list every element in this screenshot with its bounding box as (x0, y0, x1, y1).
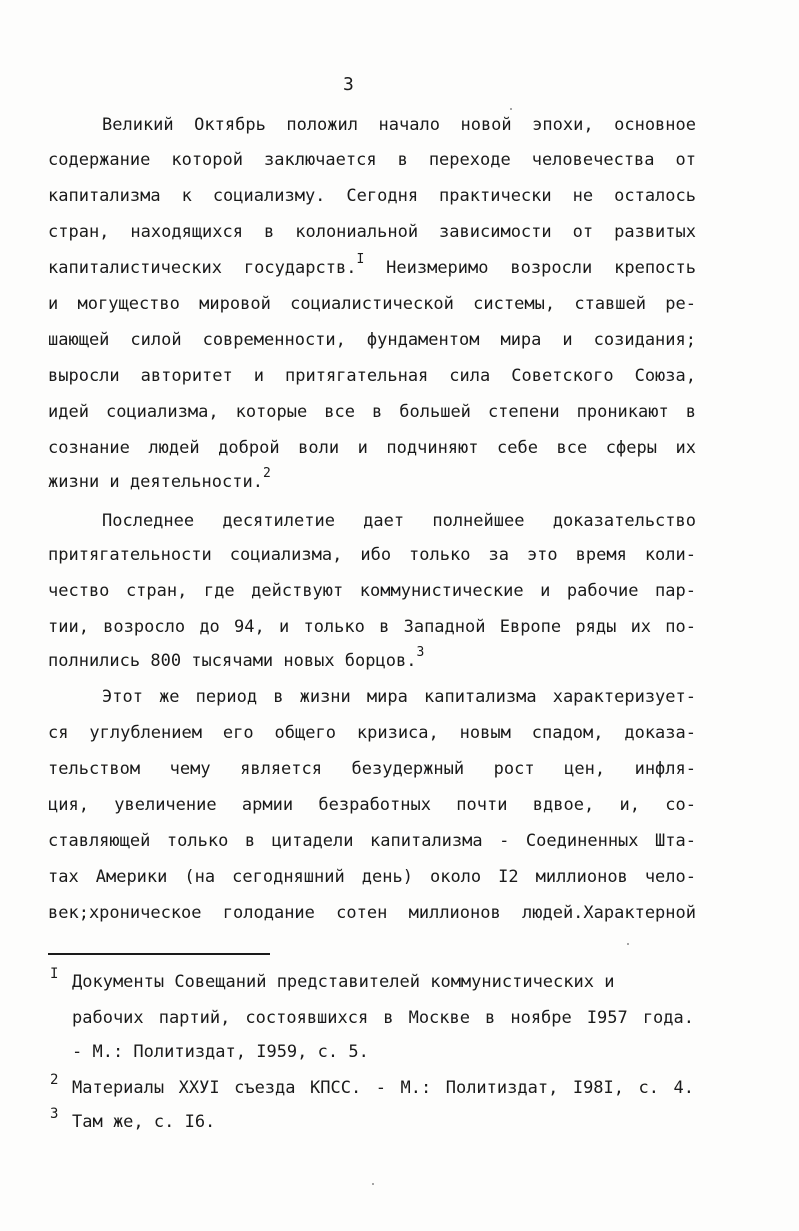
footnote-text-line: - М.: Политиздат, I959, с. 5. (72, 1042, 369, 1062)
text-line: притягательности социализма, ибо только за это время коли- (48, 545, 696, 565)
text-segment: Неизмеримо возросли крепость (364, 258, 697, 278)
footnote-marker: 3 (50, 1106, 59, 1122)
page-number: 3 (343, 74, 354, 95)
text-line-with-footnote-ref (48, 466, 696, 494)
text-line: Великий Октябрь положил начало новой эпохи, основное (102, 115, 696, 135)
text-line: капитализма к социализму. Сегодня практически не осталось (48, 186, 696, 206)
text-line: чество стран, где действуют коммунистические и рабочие пар- (48, 581, 696, 601)
scan-speck (627, 943, 629, 945)
text-line: выросли авторитет и притягательная сила Советского Союза, (48, 366, 696, 386)
text-line-with-footnote-ref (48, 645, 696, 673)
text-segment: жизни и деятельности. (48, 472, 263, 492)
text-line: век;хроническое голодание сотен миллионов людей.Характерной (48, 903, 696, 923)
text-line: сознание людей доброй воли и подчиняют себе все сферы их (48, 438, 696, 458)
text-segment: полнились 800 тысячами новых борцов. (48, 651, 417, 671)
footnote-ref-1: I (356, 252, 365, 268)
text-line: тах Америки (на сегодняшний день) около I2 миллионов чело- (48, 867, 696, 887)
text-line: ция, увеличение армии безработных почти вдвое, и, со- (48, 795, 696, 815)
footnote-separator (48, 953, 270, 955)
footnote-ref-2: 2 (262, 466, 271, 482)
text-line: тии, возросло до 94, и только в Западной Европе ряды их по- (48, 617, 696, 637)
text-line: ся углублением его общего кризиса, новым спадом, доказа- (48, 723, 696, 743)
text-line: ставляющей только в цитадели капитализма - Соединенных Шта- (48, 831, 696, 851)
text-line-with-footnote-ref (48, 252, 697, 280)
scan-speck (510, 108, 512, 110)
footnote-text-line: рабочих партий, состоявшихся в Москве в ноябре I957 года. (72, 1008, 694, 1028)
footnote-marker: 2 (50, 1072, 59, 1088)
footnote-marker: I (50, 966, 59, 982)
text-line: содержание которой заключается в переходе человечества от (48, 150, 696, 170)
footnote-text-line: Материалы ХХУI съезда КПСС. - М.: Политиздат, I98I, с. 4. (72, 1078, 694, 1098)
text-segment: капиталистических государств. (48, 258, 357, 278)
footnote-text-line: Там же, с. I6. (72, 1112, 216, 1132)
text-line: тельством чему является безудержный рост цен, инфля- (48, 759, 696, 779)
text-line: и могущество мировой социалистической системы, ставшей ре- (48, 294, 696, 314)
footnote-text-line: Документы Совещаний представителей коммунистических и (72, 972, 615, 992)
text-line: Последнее десятилетие дает полнейшее доказательство (102, 511, 696, 531)
text-line: идей социализма, которые все в большей степени проникают в (48, 402, 696, 422)
scan-speck (372, 1183, 374, 1185)
text-line: шающей силой современности, фундаментом мира и созидания; (48, 330, 696, 350)
text-line: стран, находящихся в колониальной зависимости от развитых (48, 222, 696, 242)
text-line: Этот же период в жизни мира капитализма характеризует- (102, 687, 696, 707)
footnote-ref-3: 3 (416, 645, 425, 661)
